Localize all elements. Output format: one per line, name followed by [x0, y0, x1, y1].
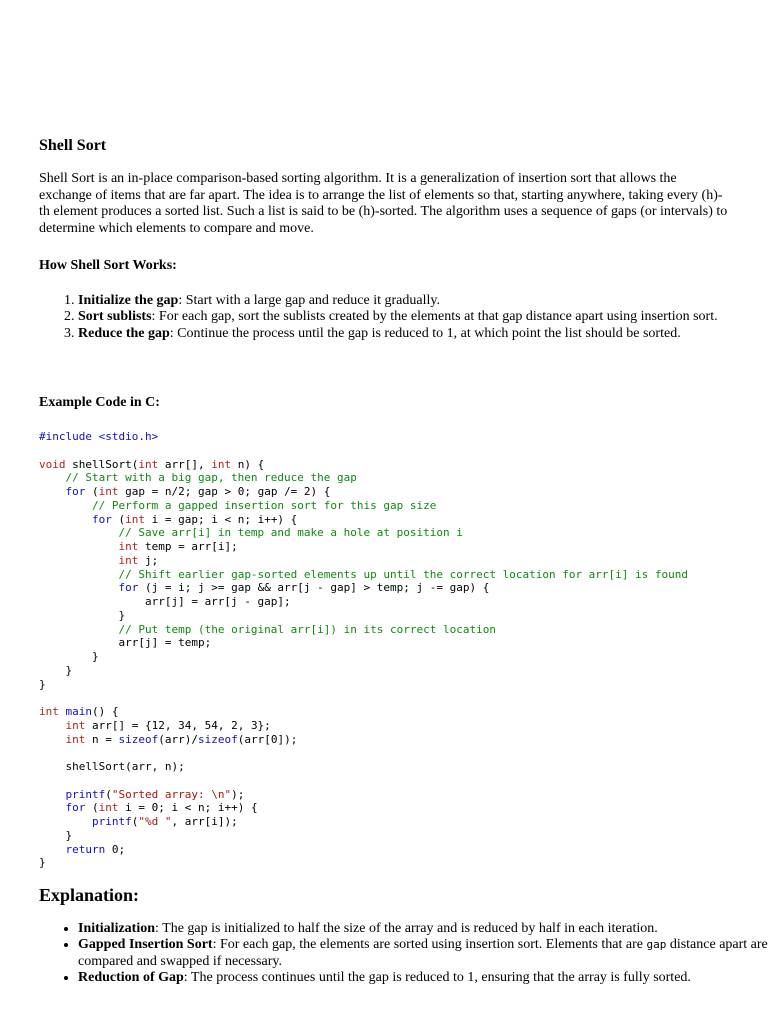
- how-heading: How Shell Sort Works:: [39, 258, 177, 273]
- code-block: #include <stdio.h> void shellSort(int arr[], int n) { // Start with a big gap, then reduce the gap for (int gap = n/2; gap > 0; gap /= 2) { // Perform a gapped insertion sort for this gap size for (int i = gap; i < n; i++) { // Save arr[i] in temp and make a hole at position i int temp = arr[i]; int j; // Shift earlier gap-sorted elements up until the correct location for arr[i] is found for (j = i; j >= gap && arr[j - gap] > temp; j -= gap) { arr[j] = arr[j - gap]; } // Put temp (the original arr[i]) in its correct location arr[j] = temp; } } } int main() { int arr[] = {12, 34, 54, 2, 3}; int n = sizeof(arr)/sizeof(arr[0]); shellSort(arr, n); printf("Sorted array: \n"); for (int i = 0; i < n; i++) { printf("%d ", arr[i]); } return 0; }: [39, 430, 689, 870]
- list-item: [78, 293, 768, 309]
- step-term: Reduce the gap: [78, 325, 170, 341]
- example-heading: Example Code in C:: [39, 395, 160, 410]
- intro-paragraph: Shell Sort is an in-place comparison-based sorting algorithm. It is a generalization of insertion sort that allows the exchange of items that are far apart. The idea is to arrange the list of elements so that, starting anywhere, taking every (h)-th element produces a sorted list. Such a list is said to be (h)-sorted. The algorithm uses a sequence of gaps (or intervals) to determine which elements to compare and move.: [39, 171, 728, 236]
- expl-term: Gapped Insertion Sort: [78, 937, 213, 953]
- step-text: : Continue the process until the gap is reduced to 1, at which point the list should be sorted.: [169, 325, 681, 341]
- list-item: [78, 970, 768, 986]
- list-item: [78, 309, 768, 325]
- list-item: [78, 937, 768, 970]
- expl-text: : The gap is initialized to half the size of the array and is reduced by half in each iteration.: [155, 921, 658, 936]
- explanation-list: [39, 921, 768, 986]
- step-term: Initialize the gap: [78, 293, 179, 308]
- list-item: [78, 921, 768, 937]
- step-text: : For each gap, sort the sublists created by the elements at that gap distance apart using insertion sort.: [151, 309, 718, 325]
- expl-text: distance apart are compared and swapped if necessary.: [78, 937, 768, 969]
- explanation-heading: Explanation:: [39, 885, 140, 905]
- expl-term: Initialization: [78, 921, 156, 936]
- page-title: Shell Sort: [39, 137, 107, 154]
- step-text: : Start with a large gap and reduce it gradually.: [178, 293, 440, 308]
- expl-term: Reduction of Gap: [78, 969, 184, 985]
- steps-list: [39, 293, 768, 342]
- inline-code: gap: [646, 938, 667, 952]
- step-term: Sort sublists: [78, 309, 152, 325]
- expl-text: : The process continues until the gap is reduced to 1, ensuring that the array is fully sorted.: [183, 969, 691, 985]
- expl-text: : For each gap, the elements are sorted using insertion sort. Elements that are: [212, 937, 647, 953]
- list-item: [78, 326, 768, 342]
